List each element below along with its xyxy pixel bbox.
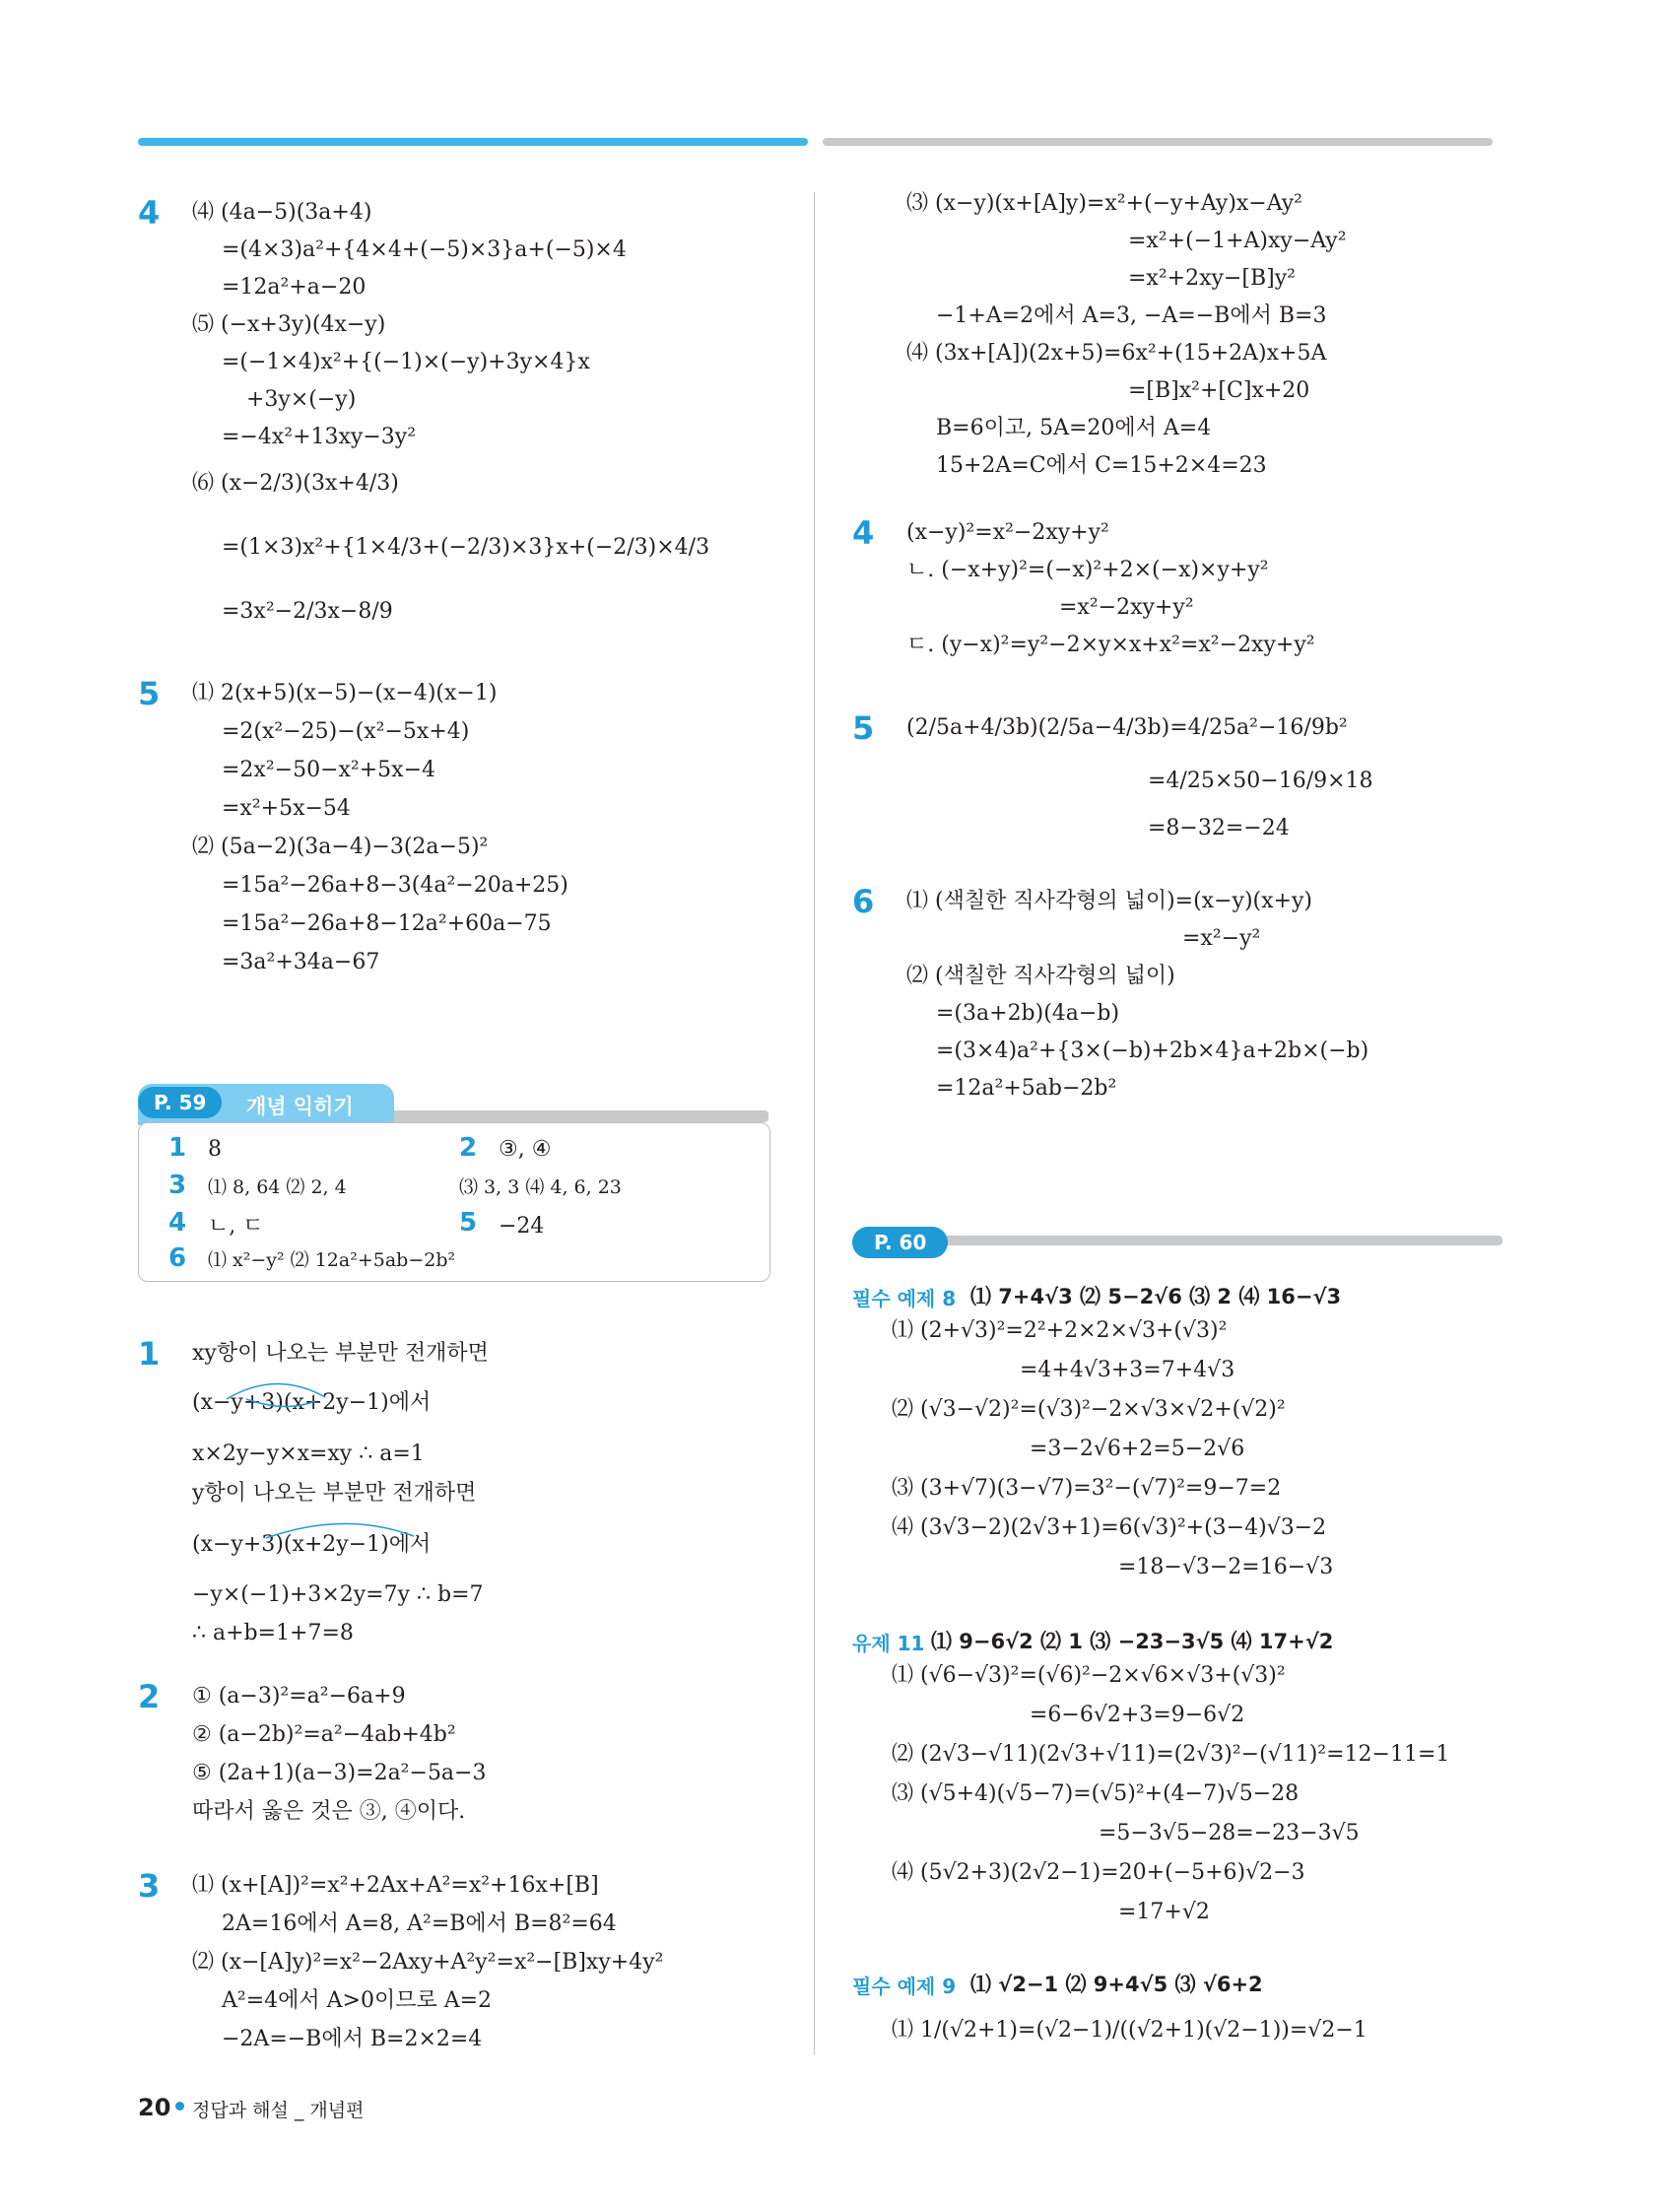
question-number: 6 xyxy=(852,883,875,920)
solution-line: =4+4√3+3=7+4√3 xyxy=(1020,1358,1235,1382)
solution-line: =8−32=−24 xyxy=(1148,816,1290,840)
answer-number: 6 xyxy=(168,1243,187,1273)
question-number: 1 xyxy=(138,1335,161,1373)
solution-line: =5−3√5−28=−23−3√5 xyxy=(1099,1821,1360,1845)
solution-line: =4/25×50−16/9×18 xyxy=(1148,769,1373,793)
footer-title: 정답과 해설 _ 개념편 xyxy=(192,2100,365,2121)
solution-line: ⑷ (4a−5)(3a+4) xyxy=(192,200,372,225)
answer-text: ㄴ, ㄷ xyxy=(208,1214,264,1239)
solution-line: A²=4에서 A>0이므로 A=2 xyxy=(222,1988,493,2013)
solution-line: =6−6√2+3=9−6√2 xyxy=(1030,1703,1245,1727)
answer-text: ⑶ 3, 3 ⑷ 4, 6, 23 xyxy=(459,1176,622,1198)
expansion-arrow xyxy=(207,1370,404,1409)
example-answer: ⑴ 9−6√2 ⑵ 1 ⑶ −23−3√5 ⑷ 17+√2 xyxy=(931,1630,1334,1653)
solution-line: ⑴ (2+√3)²=2²+2×2×√3+(√3)² xyxy=(892,1318,1228,1343)
solution-line: =[B]x²+[C]x+20 xyxy=(1128,378,1310,403)
solution-line: =(3×4)a²+{3×(−b)+2b×4}a+2b×(−b) xyxy=(936,1039,1369,1063)
expansion-arrow xyxy=(207,1510,443,1550)
solution-line: ② (a−2b)²=a²−4ab+4b² xyxy=(192,1722,456,1747)
column-divider xyxy=(814,192,815,2054)
question-number: 2 xyxy=(138,1678,161,1715)
solution-line: xy항이 나오는 부분만 전개하면 xyxy=(192,1341,489,1366)
solution-line: =x²−y² xyxy=(1182,926,1261,951)
page-label: P. 60 xyxy=(852,1227,948,1258)
example-answer: ⑴ √2−1 ⑵ 9+4√5 ⑶ √6+2 xyxy=(970,1973,1263,1996)
solution-line: 15+2A=C에서 C=15+2×4=23 xyxy=(936,453,1267,478)
solution-line: ⑵ (5a−2)(3a−4)−3(2a−5)² xyxy=(192,835,489,859)
solution-line: ⑷ (3√3−2)(2√3+1)=6(√3)²+(3−4)√3−2 xyxy=(892,1515,1327,1540)
solution-line: ⑶ (x−y)(x+[A]y)=x²+(−y+Ay)x−Ay² xyxy=(906,191,1302,216)
example-answer: ⑴ 7+4√3 ⑵ 5−2√6 ⑶ 2 ⑷ 16−√3 xyxy=(970,1285,1342,1308)
box-header-strip xyxy=(384,1110,768,1122)
page-label: P. 59 xyxy=(138,1087,222,1118)
solution-line: ⑵ (x−[A]y)²=x²−2Axy+A²y²=x²−[B]xy+4y² xyxy=(192,1950,664,1975)
concept-answer-box xyxy=(138,1122,770,1282)
solution-line: =x²+5x−54 xyxy=(222,796,351,821)
answer-number: 3 xyxy=(168,1171,187,1200)
solution-line: ⑸ (−x+3y)(4x−y) xyxy=(192,312,386,337)
solution-line: ⑶ (3+√7)(3−√7)=3²−(√7)²=9−7=2 xyxy=(892,1476,1282,1501)
solution-line: −2A=−B에서 B=2×2=4 xyxy=(222,2027,483,2051)
solution-line: =x²+(−1+A)xy−Ay² xyxy=(1128,229,1347,253)
solution-line: ㄷ. (y−x)²=y²−2×y×x+x²=x²−2xy+y² xyxy=(906,633,1315,657)
solution-line: ⑹ (x−2/3)(3x+4/3) xyxy=(192,471,399,496)
answer-text: 8 xyxy=(208,1137,222,1162)
section-strip xyxy=(921,1236,1502,1245)
solution-line: +3y×(−y) xyxy=(246,387,357,412)
solution-line: =17+√2 xyxy=(1118,1900,1210,1924)
question-number: 4 xyxy=(852,514,875,552)
answer-number: 5 xyxy=(459,1208,478,1238)
solution-line: =3−2√6+2=5−2√6 xyxy=(1030,1437,1245,1461)
solution-line: ① (a−3)²=a²−6a+9 xyxy=(192,1684,406,1709)
answer-text: ⑴ 8, 64 ⑵ 2, 4 xyxy=(208,1176,347,1198)
solution-line: ⑶ (√5+4)(√5−7)=(√5)²+(4−7)√5−28 xyxy=(892,1781,1300,1806)
answer-number: 1 xyxy=(168,1133,187,1163)
question-number: 4 xyxy=(138,194,161,232)
top-bar-right xyxy=(823,138,1493,146)
solution-line: ⑴ 2(x+5)(x−5)−(x−4)(x−1) xyxy=(192,681,498,705)
solution-line: =3a²+34a−67 xyxy=(222,950,380,974)
solution-line: ㄴ. (−x+y)²=(−x)²+2×(−x)×y+y² xyxy=(906,558,1269,582)
solution-line: ⑵ (√3−√2)²=(√3)²−2×√3×√2+(√2)² xyxy=(892,1397,1286,1422)
solution-line: ⑷ (3x+[A])(2x+5)=6x²+(15+2A)x+5A xyxy=(906,341,1327,366)
solution-line: =12a²+5ab−2b² xyxy=(936,1076,1117,1101)
solution-line: x×2y−y×x=xy ∴ a=1 xyxy=(192,1441,425,1466)
solution-line: ⑴ 1/(√2+1)=(√2−1)/((√2+1)(√2−1))=√2−1 xyxy=(892,2018,1368,2043)
solution-line: =2(x²−25)−(x²−5x+4) xyxy=(222,719,470,744)
question-number: 3 xyxy=(138,1867,161,1905)
solution-line: 2A=16에서 A=8, A²=B에서 B=8²=64 xyxy=(222,1911,617,1936)
solution-line: 따라서 옳은 것은 ③, ④이다. xyxy=(192,1799,466,1824)
answer-text: ⑴ x²−y² ⑵ 12a²+5ab−2b² xyxy=(208,1249,456,1271)
solution-line: =−4x²+13xy−3y² xyxy=(222,425,417,449)
solution-line: −1+A=2에서 A=3, −A=−B에서 B=3 xyxy=(936,303,1327,328)
solution-line: =x²−2xy+y² xyxy=(1059,595,1194,620)
solution-line: ∴ a+b=1+7=8 xyxy=(192,1621,354,1645)
solution-line: =15a²−26a+8−12a²+60a−75 xyxy=(222,911,552,936)
solution-line: =(4×3)a²+{4×4+(−5)×3}a+(−5)×4 xyxy=(222,237,627,262)
solution-line: −y×(−1)+3×2y=7y ∴ b=7 xyxy=(192,1582,484,1607)
top-bar-left xyxy=(138,138,808,146)
solution-line: =(−1×4)x²+{(−1)×(−y)+3y×4}x xyxy=(222,350,590,374)
footer-bullet xyxy=(175,2102,184,2111)
solution-line: =3x²−2/3x−8/9 xyxy=(222,599,393,624)
solution-line: ⑴ (색칠한 직사각형의 넓이)=(x−y)(x+y) xyxy=(906,889,1312,913)
solution-line: ⑵ (색칠한 직사각형의 넓이) xyxy=(906,964,1175,988)
solution-line: =(1×3)x²+{1×4/3+(−2/3)×3}x+(−2/3)×4/3 xyxy=(222,535,710,560)
solution-line: ⑷ (5√2+3)(2√2−1)=20+(−5+6)√2−3 xyxy=(892,1860,1305,1885)
solution-line: =18−√3−2=16−√3 xyxy=(1118,1555,1334,1579)
solution-line: =x²+2xy−[B]y² xyxy=(1128,266,1296,291)
answer-number: 2 xyxy=(459,1133,478,1163)
example-label: 필수 예제 9 xyxy=(852,1975,957,1998)
solution-line: B=6이고, 5A=20에서 A=4 xyxy=(936,416,1212,440)
solution-line: =(3a+2b)(4a−b) xyxy=(936,1001,1120,1026)
question-number: 5 xyxy=(852,709,875,747)
example-label: 필수 예제 8 xyxy=(852,1287,957,1310)
question-number: 5 xyxy=(138,675,161,712)
solution-line: (x−y+3)(x+2y−1)에서 xyxy=(192,1532,432,1557)
example-label: 유제 11 xyxy=(852,1632,925,1655)
solution-line: ⑴ (√6−√3)²=(√6)²−2×√6×√3+(√3)² xyxy=(892,1663,1286,1688)
solution-line: =2x²−50−x²+5x−4 xyxy=(222,758,436,782)
solution-line: =12a²+a−20 xyxy=(222,275,367,300)
solution-line: (x−y+3)(x+2y−1)에서 xyxy=(192,1390,432,1415)
box-title: 개념 익히기 xyxy=(246,1095,354,1118)
solution-line: ⑤ (2a+1)(a−3)=2a²−5a−3 xyxy=(192,1761,487,1785)
solution-line: (2/5a+4/3b)(2/5a−4/3b)=4/25a²−16/9b² xyxy=(906,715,1348,740)
answer-text: ③, ④ xyxy=(499,1137,552,1162)
solution-line: ⑴ (x+[A])²=x²+2Ax+A²=x²+16x+[B] xyxy=(192,1873,599,1898)
solution-line: (x−y)²=x²−2xy+y² xyxy=(906,520,1109,545)
answer-text: −24 xyxy=(499,1214,545,1239)
page-number: 20 xyxy=(138,2094,171,2121)
solution-line: ⑵ (2√3−√11)(2√3+√11)=(2√3)²−(√11)²=12−11=1 xyxy=(892,1742,1450,1767)
solution-line: =15a²−26a+8−3(4a²−20a+25) xyxy=(222,873,568,898)
answer-number: 4 xyxy=(168,1208,187,1238)
solution-line: y항이 나오는 부분만 전개하면 xyxy=(192,1481,477,1506)
